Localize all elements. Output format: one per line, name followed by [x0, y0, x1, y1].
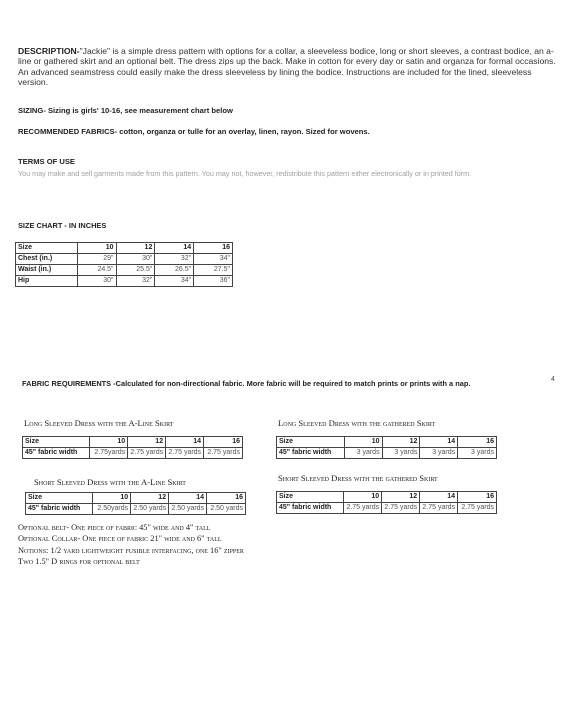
- table-cell: 10: [93, 493, 131, 504]
- table-cell: 12: [131, 493, 169, 504]
- fabric-table-short-aline: [25, 492, 246, 515]
- table-cell: Waist (in.): [16, 265, 78, 276]
- table-cell: 2.50 yards: [207, 504, 246, 515]
- table-cell: 26.5": [155, 265, 194, 276]
- table-cell: Size: [26, 493, 93, 504]
- page-number: 4: [551, 376, 555, 383]
- table-cell: 45" fabric width: [23, 448, 90, 459]
- table-cell: 3 yards: [382, 448, 420, 459]
- table-row: [16, 254, 233, 265]
- notions-notes: [18, 522, 244, 568]
- table-cell: 32": [155, 254, 194, 265]
- table-cell: 12: [382, 492, 420, 503]
- table-cell: 2.75 yards: [458, 503, 497, 514]
- table-row: [16, 243, 233, 254]
- table-row: [26, 504, 246, 515]
- table-cell: 25.5": [116, 265, 155, 276]
- table-cell: 2.75 yards: [420, 503, 458, 514]
- terms-heading: TERMS OF USE: [18, 157, 75, 166]
- table-cell: 10: [77, 243, 116, 254]
- table-cell: 16: [204, 437, 243, 448]
- fabric-table-caption: Short Sleeved Dress with the A-Line Skirt: [34, 477, 186, 487]
- table-cell: 2.50 yards: [169, 504, 207, 515]
- sizing-line: SIZING- Sizing is girls' 10-16, see measurement chart below: [18, 106, 233, 115]
- note-notions: Notions: 1/2 yard lightweight fusible interfacing, one 16" zipper: [18, 545, 244, 555]
- table-cell: Size: [277, 492, 344, 503]
- table-cell: 12: [116, 243, 155, 254]
- table-row: [277, 492, 497, 503]
- table-cell: 29": [77, 254, 116, 265]
- table-cell: Size: [16, 243, 78, 254]
- table-row: [16, 276, 233, 287]
- fabric-table-caption: Short Sleeved Dress with the gathered Skirt: [278, 473, 438, 483]
- fabric-table-short-gathered: [276, 491, 497, 514]
- table-cell: 16: [194, 243, 233, 254]
- table-cell: 10: [344, 492, 382, 503]
- table-cell: 2.75 yards: [128, 448, 166, 459]
- table-row: [16, 265, 233, 276]
- table-row: [26, 493, 246, 504]
- table-cell: 2.75 yards: [204, 448, 243, 459]
- table-cell: 32": [116, 276, 155, 287]
- table-cell: 27.5": [194, 265, 233, 276]
- table-cell: 12: [128, 437, 166, 448]
- table-cell: 14: [420, 437, 458, 448]
- table-cell: 45" fabric width: [26, 504, 93, 515]
- table-row: [23, 437, 243, 448]
- table-cell: 2.75yards: [90, 448, 128, 459]
- table-cell: 14: [166, 437, 204, 448]
- table-cell: 3 yards: [420, 448, 458, 459]
- table-cell: 24.5": [77, 265, 116, 276]
- size-chart-heading: SIZE CHART - IN INCHES: [18, 221, 107, 230]
- table-cell: 12: [382, 437, 420, 448]
- note-d-rings: Two 1.5" D rings for optional belt: [18, 557, 140, 567]
- table-cell: Hip: [16, 276, 78, 287]
- table-cell: Size: [277, 437, 345, 448]
- table-row: [277, 503, 497, 514]
- fabric-table-long-aline: [22, 436, 243, 459]
- table-cell: 2.50 yards: [131, 504, 169, 515]
- table-cell: 16: [458, 492, 497, 503]
- table-row: [277, 437, 497, 448]
- table-cell: 45" fabric width: [277, 448, 345, 459]
- table-cell: 3 yards: [458, 448, 497, 459]
- table-cell: 2.75 yards: [166, 448, 204, 459]
- table-cell: 14: [169, 493, 207, 504]
- table-cell: 16: [458, 437, 497, 448]
- table-cell: 45" fabric width: [277, 503, 344, 514]
- fabric-table-caption: Long Sleeved Dress with the A-Line Skirt: [24, 418, 174, 428]
- fabric-table-caption: Long Sleeved Dress with the gathered Skirt: [278, 418, 436, 428]
- terms-text: You may make and sell garments made from this pattern. You may not, however, redistribute this pattern either electronically or in printed form.: [18, 169, 472, 178]
- table-cell: 2.75 yards: [382, 503, 420, 514]
- table-cell: 34": [194, 254, 233, 265]
- table-cell: Chest (in.): [16, 254, 78, 265]
- note-optional-belt: Optional belt- One piece of fabric 45" wide and 4" tall: [18, 523, 211, 532]
- table-cell: 34": [155, 276, 194, 287]
- recommended-fabrics-line: RECOMMENDED FABRICS- cotton, organza or tulle for an overlay, linen, rayon. Sized for wovens.: [18, 127, 370, 136]
- description-label: DESCRIPTION-: [18, 46, 80, 56]
- table-cell: Size: [23, 437, 90, 448]
- table-cell: 14: [420, 492, 458, 503]
- table-cell: 2.75 yards: [344, 503, 382, 514]
- table-cell: 3 yards: [344, 448, 382, 459]
- table-cell: 36": [194, 276, 233, 287]
- description-text: "Jackie" is a simple dress pattern with options for a collar, a sleeveless bodice, long or short sleeves, a contrast bodice, an a-line or gathered skirt and an optional belt. The dress zips up the back. Make in cotton for every day or satin and organza for formal occasions. An advanced seamstress could easily make the dress sleeveless by lining the bodice. Instructions are included for the lined, sleeveless version.: [18, 46, 556, 88]
- description-paragraph: [18, 46, 556, 88]
- table-cell: 2.50yards: [93, 504, 131, 515]
- table-cell: 10: [344, 437, 382, 448]
- note-optional-collar: Optional Collar- One piece of fabric 21" wide and 6" tall: [18, 534, 222, 544]
- table-cell: 30": [77, 276, 116, 287]
- fabric-requirements-heading: FABRIC REQUIREMENTS -Calculated for non-directional fabric. More fabric will be required to match prints or prints with a nap.: [22, 379, 471, 388]
- table-cell: 14: [155, 243, 194, 254]
- fabric-table-long-gathered: [276, 436, 497, 459]
- table-row: [277, 448, 497, 459]
- table-cell: 30": [116, 254, 155, 265]
- size-chart-table: [15, 242, 233, 287]
- table-cell: 16: [207, 493, 246, 504]
- table-row: [23, 448, 243, 459]
- table-cell: 10: [90, 437, 128, 448]
